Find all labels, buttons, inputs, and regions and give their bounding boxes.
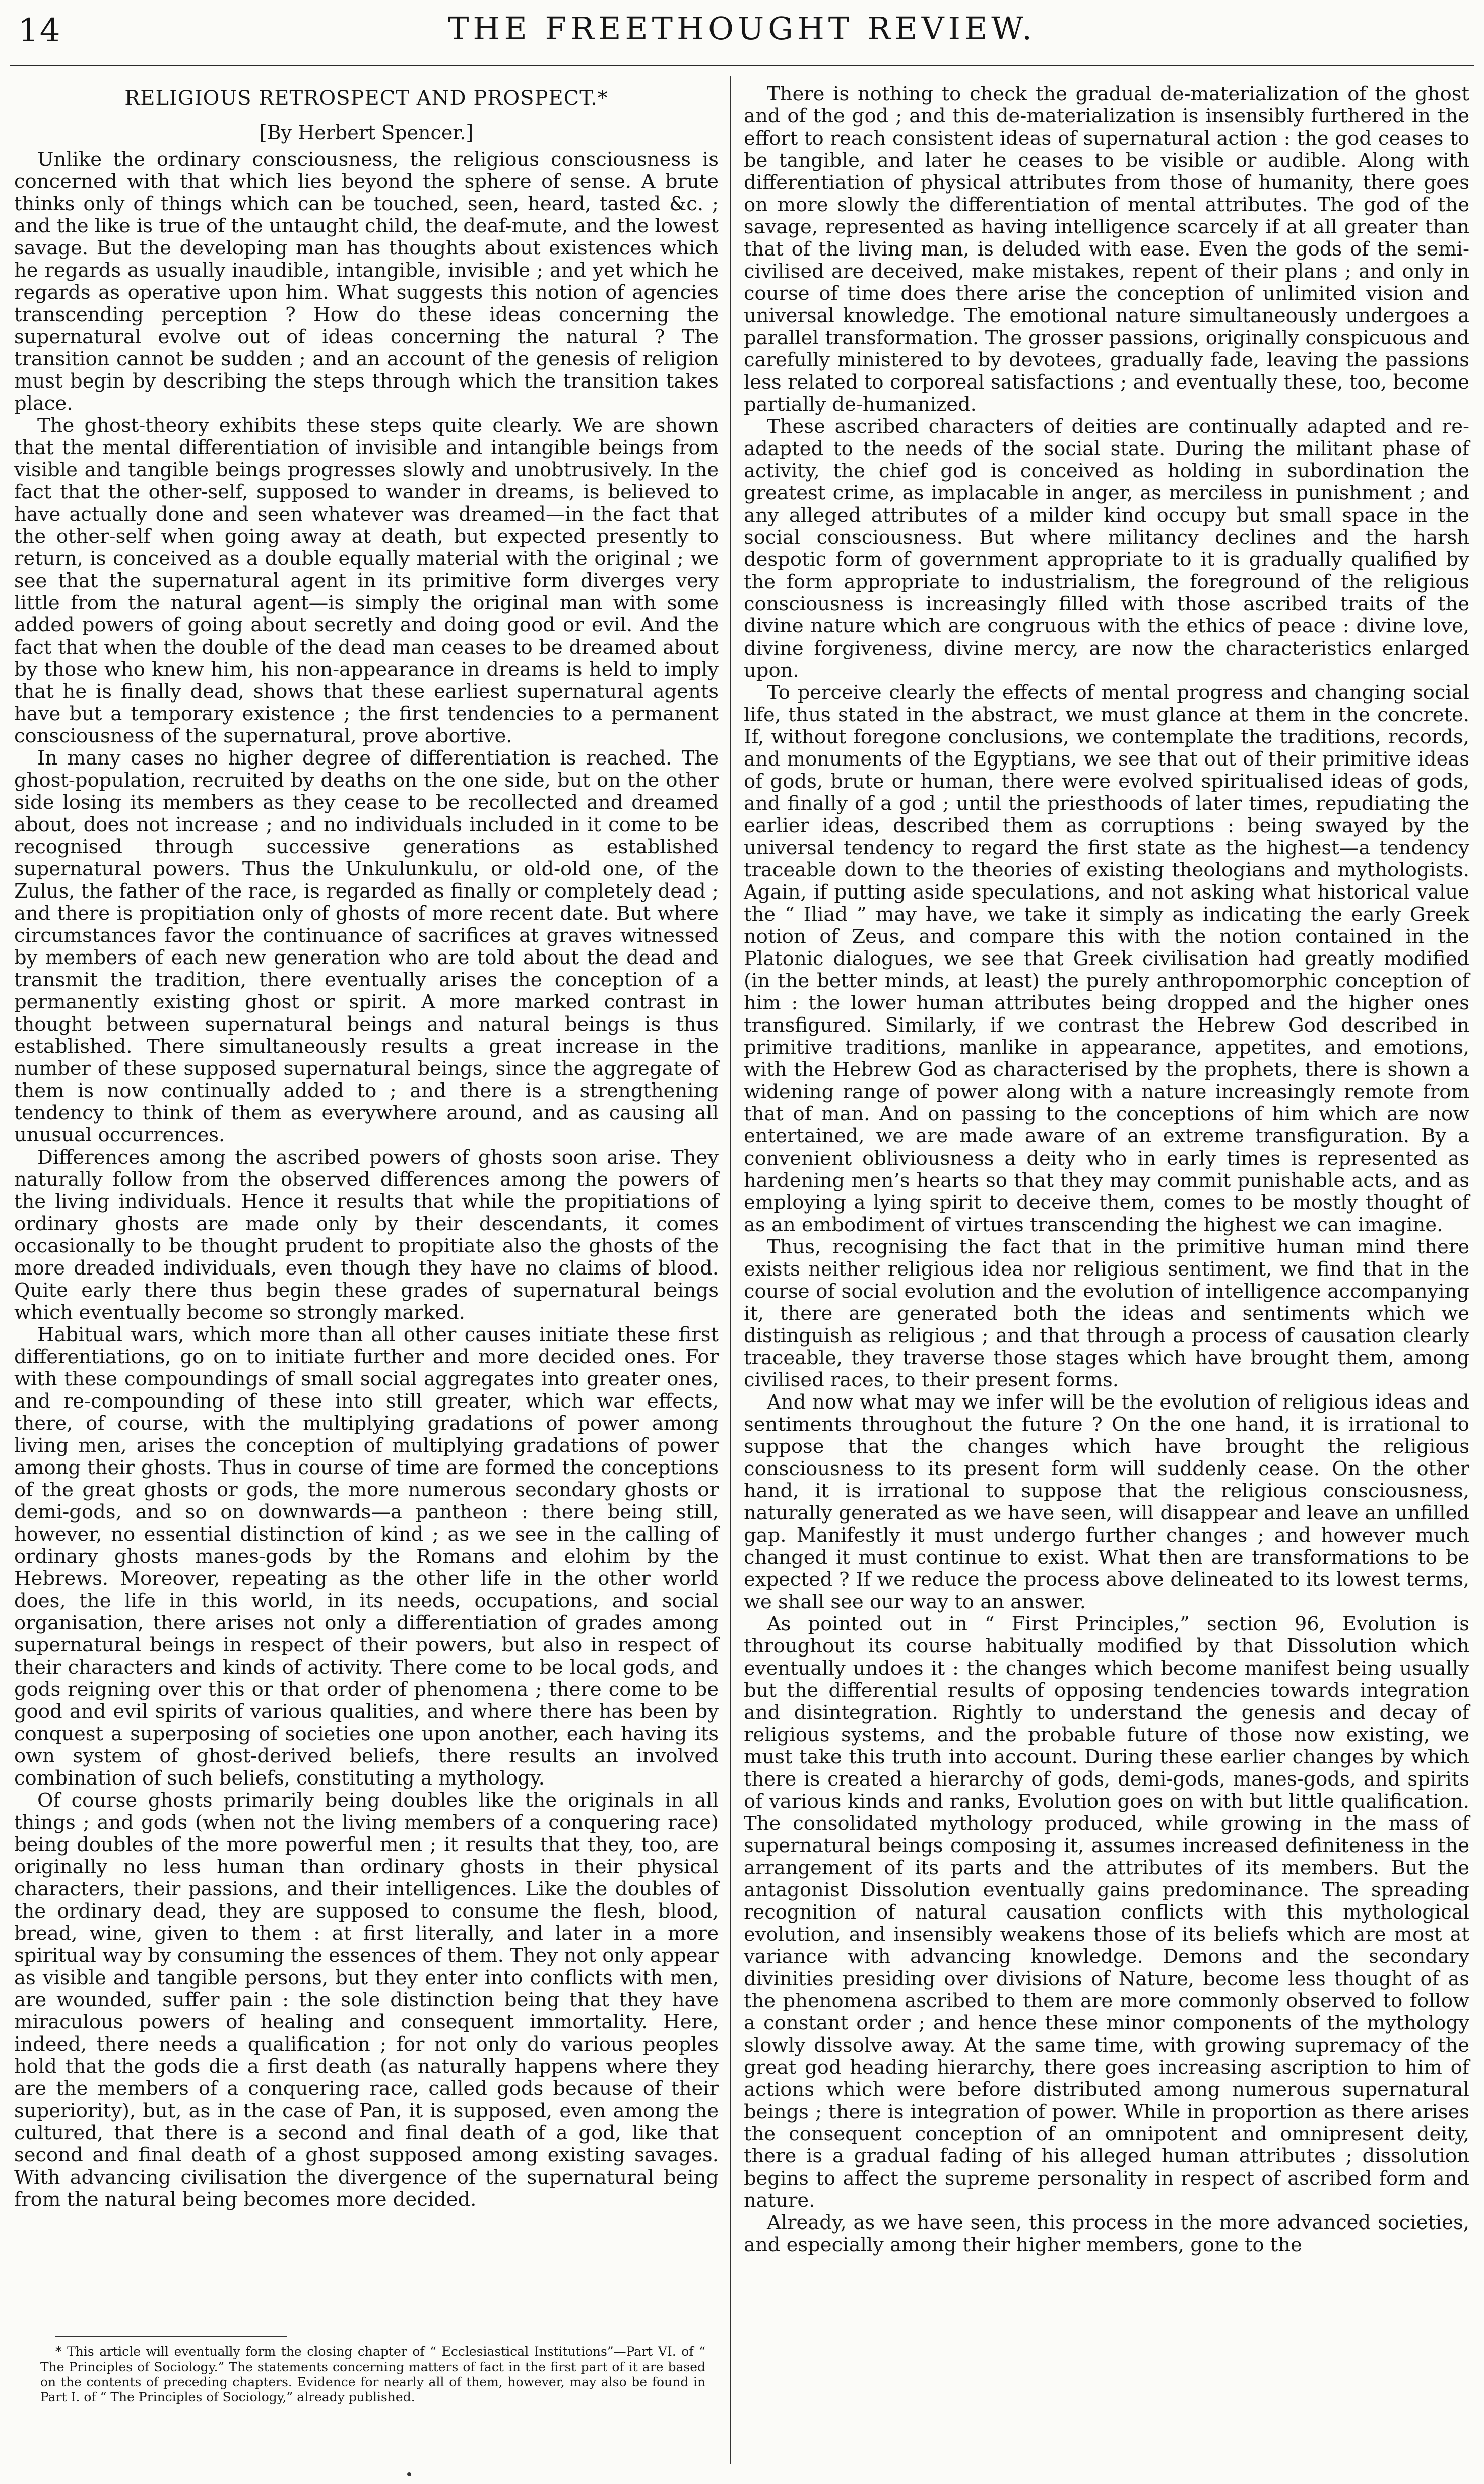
paragraph: Already, as we have seen, this process in the more advanced societies, and especially among their higher members, gone to the <box>744 2211 1469 2256</box>
print-mark <box>407 2472 411 2476</box>
paragraph: There is nothing to check the gradual de-materialization of the ghost and of the god ; and this de-materialization is insensibly furthered in the effort to reach consistent ideas of supernatural action : the god ceases to be tangible, and later he ceases to be visible or audible. Along with differentiation of physical attributes from those of humanity, there goes on more slowly the differentiation of mental attributes. The god of the savage, represented as having intelligence scarcely if at all greater than that of the living man, is deluded with ease. Even the gods of the semi-civilised are deceived, make mistakes, repent of their plans ; and only in course of time does there arise the conception of unlimited vision and universal knowledge. The emotional nature simultaneously undergoes a parallel transformation. The grosser passions, originally conspicuous and carefully ministered to by devotees, gradually fade, leaving the passions less related to corporeal satisfactions ; and eventually these, too, become partially de-humanized. <box>744 83 1469 416</box>
paragraph: Thus, recognising the fact that in the primitive human mind there exists neither religious idea nor religious sentiment, we find that in the course of social evolution and the evolution of intelligence accompanying it, there are generated both the ideas and sentiments which we distinguish as religious ; and that through a process of causation clearly traceable, they traverse those stages which have brought them, among civilised races, to their present forms. <box>744 1236 1469 1391</box>
footnote: * This article will eventually form the closing chapter of “ Ecclesiastical Institutions”—Part VI. of “ The Principles of Sociology.” The statements concerning matters of fact in the first part of it are based on the contents of preceding chapters. Evidence for nearly all of them, however, may also be found in Part I. of “ The Principles of Sociology,” already published. <box>40 2344 705 2404</box>
paragraph: As pointed out in “ First Principles,” section 96, Evolution is throughout its course habitually modified by that Dissolution which eventually undoes it : the changes which become manifest being usually but the differential results of opposing tendencies towards integration and disintegration. Rightly to understand the genesis and decay of religious systems, and the probable future of those now existing, we must take this truth into account. During these earlier changes by which there is created a hierarchy of gods, demi-gods, manes-gods, and spirits of various kinds and ranks, Evolution goes on with but little qualification. The consolidated mythology produced, while growing in the mass of supernatural beings composing it, assumes increased definiteness in the arrangement of its parts and the attributes of its members. But the antagonist Dissolution eventually gains predominance. The spreading recognition of natural causation conflicts with this mythological evolution, and insensibly weakens those of its beliefs which are most at variance with advancing knowledge. Demons and the secondary divinities presiding over divisions of Nature, become less thought of as the phenomena ascribed to them are more commonly observed to follow a constant order ; and hence these minor components of the mythology slowly dissolve away. At the same time, with growing supremacy of the great god heading hierarchy, there goes increasing ascription to him of actions which were before distributed among numerous supernatural beings ; there is integration of power. While in proportion as there arises the consequent conception of an omnipotent and omnipresent deity, there is a gradual fading of his alleged human attributes ; dissolution begins to affect the supreme personality in respect of ascribed form and nature. <box>744 1613 1469 2212</box>
page-number: 14 <box>18 12 61 49</box>
paragraph: In many cases no higher degree of differentiation is reached. The ghost-population, recruited by deaths on the one side, but on the other side losing its members as they cease to be recollected and dreamed about, does not increase ; and no individuals included in it come to be recognised through successive generations as established supernatural powers. Thus the Unkulunkulu, or old-old one, of the Zulus, the father of the race, is regarded as finally or completely dead ; and there is propitiation only of ghosts of more recent date. But where circumstances favor the continuance of sacrifices at graves witnessed by members of each new generation who are told about the dead and transmit the tradition, there eventually arises the conception of a permanently existing ghost or spirit. A more marked contrast in thought between supernatural beings and natural beings is thus established. There simultaneously results a great increase in the number of these supposed supernatural beings, since the aggregate of them is now continually added to ; and there is a strengthening tendency to think of them as everywhere around, and as causing all unusual occurrences. <box>14 747 719 1147</box>
paragraph: And now what may we infer will be the evolution of religious ideas and sentiments throughout the future ? On the one hand, it is irrational to suppose that the changes which have brought the religious consciousness to its present form will suddenly cease. On the other hand, it is irrational to suppose that the religious consciousness, naturally generated as we have seen, will disappear and leave an unfilled gap. Manifestly it must undergo further changes ; and however much changed it must continue to exist. What then are transformations to be expected ? If we reduce the process above delineated to its lowest terms, we shall see our way to an answer. <box>744 1391 1469 1613</box>
paragraph: These ascribed characters of deities are continually adapted and re-adapted to the needs of the social state. During the militant phase of activity, the chief god is conceived as holding in subordination the greatest crime, as implacable in anger, as merciless in punishment ; and any alleged attributes of a milder kind occupy but small space in the social consciousness. But where militancy declines and the harsh despotic form of government appropriate to it is gradually qualified by the form appropriate to industrialism, the foreground of the religious consciousness is increasingly filled with those ascribed traits of the divine nature which are congruous with the ethics of peace : divine love, divine forgiveness, divine mercy, are now the characteristics enlarged upon. <box>744 415 1469 682</box>
left-column <box>14 83 719 2381</box>
footnote-rule <box>55 2336 287 2337</box>
paragraph: The ghost-theory exhibits these steps quite clearly. We are shown that the mental differentiation of invisible and intangible beings from visible and tangible beings progresses slowly and unobtrusively. In the fact that the other-self, supposed to wander in dreams, is believed to have actually done and seen whatever was dreamed—in the fact that the other-self when going away at death, but expected presently to return, is conceived as a double equally material with the original ; we see that the supernatural agent in its primitive form diverges very little from the natural agent—is simply the original man with some added powers of going about secretly and doing good or evil. And the fact that when the double of the dead man ceases to be dreamed about by those who knew him, his non-appearance in dreams is held to imply that he is finally dead, shows that these earliest supernatural agents have but a temporary existence ; the first tendencies to a permanent consciousness of the supernatural, prove abortive. <box>14 414 719 747</box>
paragraph: Unlike the ordinary consciousness, the religious consciousness is concerned with that which lies beyond the sphere of sense. A brute thinks only of things which can be touched, seen, heard, tasted &c. ; and the like is true of the untaught child, the deaf-mute, and the lowest savage. But the developing man has thoughts about existences which he regards as usually inaudible, intangible, invisible ; and yet which he regards as operative upon him. What suggests this notion of agencies transcending perception ? How do these ideas concerning the supernatural evolve out of ideas concerning the natural ? The transition cannot be sudden ; and an account of the genesis of religion must begin by describing the steps through which the transition takes place. <box>14 148 719 415</box>
masthead-title: THE FREETHOUGHT REVIEW. <box>448 10 1036 47</box>
article-byline: [By Herbert Spencer.] <box>259 121 474 144</box>
right-column <box>744 83 1469 2477</box>
page-header <box>0 0 1484 71</box>
paragraph: To perceive clearly the effects of mental progress and changing social life, thus stated in the abstract, we must glance at them in the concrete. If, without foregone conclusions, we contemplate the traditions, records, and monuments of the Egyptians, we see that out of their primitive ideas of gods, brute or human, there were evolved spiritualised ideas of gods, and finally of a god ; until the priesthoods of later times, repudiating the earlier ideas, described them as corruptions : being swayed by the universal tendency to regard the first state as the highest—a tendency traceable down to the theories of existing theologians and mythologists. Again, if putting aside speculations, and not asking what historical value the “ Iliad ” may have, we take it simply as indicating the early Greek notion of Zeus, and compare this with the notion contained in the Platonic dialogues, we see that Greek civilisation had greatly modified (in the better minds, at least) the purely anthropomorphic conception of him : the lower human attributes being dropped and the higher ones transfigured. Similarly, if we contrast the Hebrew God described in primitive traditions, manlike in appearance, appetites, and emotions, with the Hebrew God as characterised by the prophets, there is shown a widening range of power along with a nature increasingly remote from that of man. And on passing to the conceptions of him which are now entertained, we are made aware of an extreme transfiguration. By a convenient obliviousness a deity who in early times is represented as hardening men’s hearts so that they may commit punishable acts, and as employing a lying spirit to deceive them, comes to be mostly thought of as an embodiment of virtues transcending the highest we can imagine. <box>744 681 1469 1236</box>
column-divider <box>730 76 731 2464</box>
header-rule <box>10 65 1474 66</box>
paragraph: Of course ghosts primarily being doubles like the originals in all things ; and gods (when not the living members of a conquering race) being doubles of the more powerful men ; it results that they, too, are originally no less human than ordinary ghosts in their physical characters, their passions, and their intelligences. Like the doubles of the ordinary dead, they are supposed to consume the flesh, blood, bread, wine, given to them : at first literally, and later in a more spiritual way by consuming the essences of them. They not only appear as visible and tangible persons, but they enter into conflicts with men, are wounded, suffer pain : the sole distinction being that they have miraculous powers of healing and consequent immortality. Here, indeed, there needs a qualification ; for not only do various peoples hold that the gods die a first death (as naturally happens where they are the members of a conquering race, called gods because of their superiority), but, as in the case of Pan, it is supposed, even among the cultured, that there is a second and final death of a god, like that second and final death of a ghost supposed among existing savages. With advancing civilisation the divergence of the supernatural being from the natural being becomes more decided. <box>14 1789 719 2211</box>
paragraph: Habitual wars, which more than all other causes initiate these first differentiations, go on to initiate further and more decided ones. For with these compoundings of small social aggregates into greater ones, and re-compounding of these into still greater, which war effects, there, of course, with the multiplying gradations of power among living men, arises the conception of multiplying gradations of power among their ghosts. Thus in course of time are formed the conceptions of the great ghosts or gods, the more numerous secondary ghosts or demi-gods, and so on downwards—a pantheon : there being still, however, no essential distinction of kind ; as we see in the calling of ordinary ghosts manes-gods by the Romans and elohim by the Hebrews. Moreover, repeating as the other life in the other world does, the life in this world, in its needs, occupations, and social organisation, there arises not only a differentiation of grades among supernatural beings in respect of their powers, but also in respect of their characters and kinds of activity. There come to be local gods, and gods reigning over this or that order of phenomena ; there come to be good and evil spirits of various qualities, and where there has been by conquest a superposing of societies one upon another, each having its own system of ghost-derived beliefs, there results an involved combination of such beliefs, constituting a mythology. <box>14 1323 719 1790</box>
paragraph: Differences among the ascribed powers of ghosts soon arise. They naturally follow from the observed differences among the powers of the living individuals. Hence it results that while the propitiations of ordinary ghosts are made only by their descendants, it comes occasionally to be thought prudent to propitiate also the ghosts of the more dreaded individuals, even though they have no claims of blood. Quite early there thus begin these grades of supernatural beings which eventually become so strongly marked. <box>14 1146 719 1324</box>
article-title: RELIGIOUS RETROSPECT AND PROSPECT.* <box>124 87 608 110</box>
